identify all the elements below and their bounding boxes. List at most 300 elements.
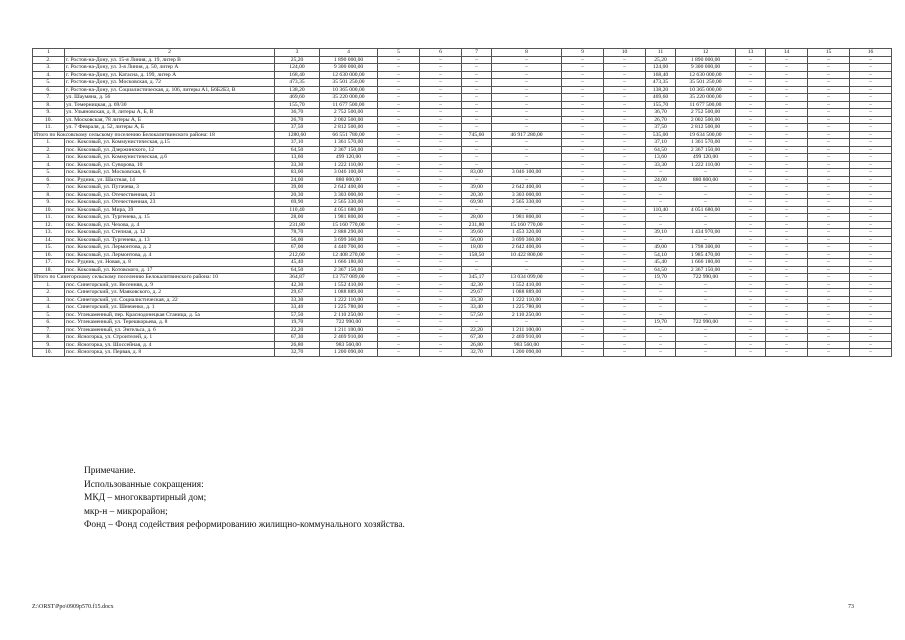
table-cell: – [378, 274, 420, 282]
table-cell: – [562, 86, 604, 94]
table-cell: – [462, 94, 492, 102]
table-cell: – [850, 266, 892, 274]
table-cell: – [736, 341, 766, 349]
table-cell: – [420, 124, 462, 132]
table-cell: 3 699 360,00 [492, 236, 562, 244]
address-cell: пос. Коксовый, ул. Коммунистическая, д.6 [65, 154, 275, 162]
table-cell: – [562, 244, 604, 252]
table-cell: 7. [33, 326, 65, 334]
table-cell: 10. [33, 349, 65, 357]
table-cell: 1 200 090,00 [492, 349, 562, 357]
address-cell: пос. Коксовый, ул. Пугачева, 3 [65, 184, 275, 192]
address-cell: пос. Рудник, ул. Новая, д. 8 [65, 259, 275, 267]
table-cell: – [378, 221, 420, 229]
table-cell: – [646, 349, 676, 357]
table-cell: 138,20 [646, 86, 676, 94]
table-row [33, 71, 892, 79]
table-cell: – [378, 326, 420, 334]
table-cell: 983 560,00 [492, 341, 562, 349]
table-cell: – [850, 154, 892, 162]
table-cell: – [736, 71, 766, 79]
table-cell: 49,00 [646, 244, 676, 252]
table-cell: 46 917 280,00 [492, 131, 562, 139]
table-cell: – [850, 79, 892, 87]
table-cell: 473,35 [275, 79, 320, 87]
table-cell: 1 225 780,00 [492, 304, 562, 312]
table-cell: – [850, 334, 892, 342]
table-cell: – [736, 319, 766, 327]
table-cell: – [766, 94, 808, 102]
address-cell: ул. 7 Февраля, д. 52, литеры А, Б [65, 124, 275, 132]
table-cell: – [462, 71, 492, 79]
table-cell: – [646, 184, 676, 192]
table-row [33, 236, 892, 244]
table-cell: – [378, 56, 420, 64]
table-cell: – [808, 304, 850, 312]
table-cell: – [562, 266, 604, 274]
table-cell: – [808, 326, 850, 334]
table-cell: 22,20 [275, 326, 320, 334]
table-cell: – [492, 64, 562, 72]
table-row [33, 289, 892, 297]
table-cell: – [766, 146, 808, 154]
table-cell: – [420, 86, 462, 94]
table-cell: – [492, 146, 562, 154]
table-cell: – [808, 266, 850, 274]
table-cell: 69,90 [462, 199, 492, 207]
table-cell: – [378, 199, 420, 207]
table-row [33, 154, 892, 162]
table-cell: – [378, 161, 420, 169]
table-cell: 67,30 [462, 334, 492, 342]
table-cell: 29,67 [462, 289, 492, 297]
table-cell: – [808, 146, 850, 154]
table-cell: 12 630 000,00 [320, 71, 378, 79]
table-cell: – [736, 161, 766, 169]
table-cell: – [562, 71, 604, 79]
table-cell: 9. [33, 341, 65, 349]
table-cell: 1 981 800,00 [320, 214, 378, 222]
table-cell: 3 046 100,00 [320, 169, 378, 177]
table-cell: 28,00 [462, 214, 492, 222]
table-cell: – [420, 146, 462, 154]
table-cell: 39,10 [646, 229, 676, 237]
table-cell: 2 002 500,00 [676, 116, 736, 124]
header-cell: 5 [378, 49, 420, 57]
table-cell: – [492, 71, 562, 79]
table-cell: – [562, 176, 604, 184]
header-cell: 4 [320, 49, 378, 57]
table-cell: – [766, 169, 808, 177]
table-cell: 4. [33, 161, 65, 169]
table-cell: 8. [33, 191, 65, 199]
table-row [33, 281, 892, 289]
table-cell: – [604, 214, 646, 222]
table-cell: – [766, 214, 808, 222]
table-cell: 36,70 [275, 109, 320, 117]
table-cell: – [766, 266, 808, 274]
table-cell: – [808, 184, 850, 192]
address-cell: пос. Коксовый, ул. Тургенева, д. 15 [65, 214, 275, 222]
table-cell: – [562, 79, 604, 87]
table-row [33, 206, 892, 214]
table-cell: – [766, 274, 808, 282]
table-cell: – [736, 206, 766, 214]
table-cell: – [766, 124, 808, 132]
table-cell: – [850, 191, 892, 199]
table-cell: 2 752 500,00 [676, 109, 736, 117]
table-cell: 3 699 360,00 [320, 236, 378, 244]
header-cell: 9 [562, 49, 604, 57]
table-cell: – [378, 341, 420, 349]
table-cell: – [604, 319, 646, 327]
table-cell: 26,80 [462, 341, 492, 349]
table-cell: 880 800,00 [320, 176, 378, 184]
table-row [33, 244, 892, 252]
table-cell: 13. [33, 229, 65, 237]
table-cell: 57,50 [275, 311, 320, 319]
table-cell: – [766, 251, 808, 259]
table-cell: 2. [33, 146, 65, 154]
table-cell: – [420, 214, 462, 222]
table-cell: 13,60 [275, 154, 320, 162]
table-cell: – [808, 206, 850, 214]
table-cell: – [420, 154, 462, 162]
table-cell: – [646, 326, 676, 334]
table-cell: – [378, 334, 420, 342]
table-cell: 25,20 [275, 56, 320, 64]
table-cell: – [378, 304, 420, 312]
table-cell: – [378, 244, 420, 252]
table-cell: – [736, 146, 766, 154]
table-cell: – [766, 349, 808, 357]
address-cell: пос. Коксовый, ул. Дзержинского, 12 [65, 146, 275, 154]
table-cell: – [676, 191, 736, 199]
address-cell: пос. Коксовый, ул. Суворова, 10 [65, 161, 275, 169]
table-cell: – [462, 64, 492, 72]
table-cell: – [420, 341, 462, 349]
table-cell: – [766, 341, 808, 349]
table-cell: 1 981 800,00 [492, 214, 562, 222]
total-label-cell: Итого по Коксовскому сельскому поселению Белокалитвинского района: 18 [33, 131, 275, 139]
table-cell: – [808, 86, 850, 94]
header-cell: 12 [676, 49, 736, 57]
table-cell: 13 034 099,00 [492, 274, 562, 282]
table-cell: 64,50 [646, 266, 676, 274]
total-label-cell: Итого по Синегорскому сельскому поселению Белокалитвинского района: 10 [33, 274, 275, 282]
table-cell: – [736, 86, 766, 94]
table-cell: – [462, 79, 492, 87]
table-row [33, 101, 892, 109]
table-cell: – [420, 236, 462, 244]
table-cell: 1 666 180,00 [676, 259, 736, 267]
table-cell: – [676, 311, 736, 319]
table-cell: – [420, 311, 462, 319]
table-cell: – [766, 221, 808, 229]
table-cell: – [492, 139, 562, 147]
table-cell: – [420, 281, 462, 289]
table-cell: 2 110 250,00 [320, 311, 378, 319]
address-cell: пос. Синегорский, ул. Социалистическая, д. 22 [65, 296, 275, 304]
table-cell: – [808, 296, 850, 304]
table-cell: – [604, 101, 646, 109]
table-cell: – [378, 319, 420, 327]
table-cell: – [766, 199, 808, 207]
table-cell: – [378, 184, 420, 192]
table-cell: – [604, 79, 646, 87]
table-cell: 535,00 [646, 131, 676, 139]
table-row [33, 116, 892, 124]
table-cell: – [604, 71, 646, 79]
table-cell: – [604, 236, 646, 244]
table-cell: – [766, 229, 808, 237]
table-cell: – [420, 349, 462, 357]
table-cell: 33,30 [275, 296, 320, 304]
table-row [33, 146, 892, 154]
table-cell: – [646, 199, 676, 207]
table-cell: – [420, 251, 462, 259]
header-cell: 1 [33, 49, 65, 57]
table-cell: 2 752 500,00 [320, 109, 378, 117]
table-row [33, 64, 892, 72]
table-cell: 35 220 000,00 [320, 94, 378, 102]
table-cell: – [562, 304, 604, 312]
table-cell: 5. [33, 169, 65, 177]
table-cell: – [604, 334, 646, 342]
table-cell: 2 469 910,00 [320, 334, 378, 342]
table-cell: – [378, 259, 420, 267]
address-cell: пос. Ясногорка, ул. Шоссейная, д. 4 [65, 341, 275, 349]
table-cell: – [766, 311, 808, 319]
table-cell: – [766, 289, 808, 297]
table-cell: – [808, 131, 850, 139]
table-cell: – [492, 94, 562, 102]
table-cell: – [676, 214, 736, 222]
table-cell: 745,60 [462, 131, 492, 139]
table-cell: 64,50 [646, 146, 676, 154]
table-cell: 7. [33, 184, 65, 192]
table-cell: – [736, 311, 766, 319]
table-cell: – [378, 79, 420, 87]
table-cell: 168,40 [275, 71, 320, 79]
table-cell: 469,60 [275, 94, 320, 102]
table-cell: – [766, 131, 808, 139]
table-cell: – [766, 176, 808, 184]
table-cell: – [808, 64, 850, 72]
table-row [33, 94, 892, 102]
table-cell: 26,70 [275, 116, 320, 124]
table-cell: – [420, 304, 462, 312]
table-cell: 14. [33, 236, 65, 244]
address-cell: г. Ростов-на-Дону, ул. Катасна, д. 199, литер А [65, 71, 275, 79]
table-cell: 19,70 [275, 319, 320, 327]
table-cell: 17. [33, 259, 65, 267]
notes-block [84, 465, 405, 533]
table-cell: – [462, 139, 492, 147]
table-cell: – [562, 94, 604, 102]
table-cell: 2 565 330,00 [320, 199, 378, 207]
table-cell: 1 361 570,00 [676, 139, 736, 147]
table-cell: – [604, 184, 646, 192]
table-cell: 66 551 780,00 [320, 131, 378, 139]
table-cell: 11 677 500,00 [320, 101, 378, 109]
table-cell: – [420, 229, 462, 237]
table-cell: 33,40 [462, 304, 492, 312]
table-cell: – [378, 94, 420, 102]
table-cell: – [378, 229, 420, 237]
address-cell: пос. Ясногорка, ул. Первая, д. 8 [65, 349, 275, 357]
table-cell: – [850, 281, 892, 289]
table-cell: – [420, 266, 462, 274]
header-cell: 8 [492, 49, 562, 57]
table-cell: 33,30 [646, 161, 676, 169]
table-cell: – [766, 326, 808, 334]
address-cell: пос. Коксовый, ул. Лермонтова, д. 4 [65, 251, 275, 259]
address-cell: пос. Ясногорка, ул. Строителей, д. 1 [65, 334, 275, 342]
table-cell: – [604, 274, 646, 282]
table-cell: – [378, 86, 420, 94]
table-cell: 13 757 089,00 [320, 274, 378, 282]
table-cell: – [604, 94, 646, 102]
table-cell: – [808, 334, 850, 342]
table-cell: – [462, 266, 492, 274]
table-row [33, 139, 892, 147]
table-cell: – [462, 176, 492, 184]
table-cell: – [808, 319, 850, 327]
table-cell: – [462, 259, 492, 267]
table-row [33, 176, 892, 184]
table-cell: – [736, 176, 766, 184]
table-cell: – [492, 259, 562, 267]
table-cell: – [604, 86, 646, 94]
notes-line: МКД – многоквартирный дом; [84, 493, 207, 504]
table-cell: 4. [33, 304, 65, 312]
table-cell: – [462, 146, 492, 154]
table-cell: – [808, 311, 850, 319]
table-cell: 37,10 [275, 139, 320, 147]
notes-line: Использованные сокращения: [84, 479, 204, 490]
table-cell: – [420, 176, 462, 184]
table-cell: – [808, 109, 850, 117]
table-cell: – [850, 289, 892, 297]
table-cell: – [808, 259, 850, 267]
table-cell: – [420, 79, 462, 87]
table-cell: 39,60 [462, 229, 492, 237]
table-cell: – [850, 251, 892, 259]
table-cell: 56,00 [462, 236, 492, 244]
table-cell: 32,70 [275, 349, 320, 357]
table-cell: 2 888 290,00 [320, 229, 378, 237]
table-row [33, 109, 892, 117]
table-cell: – [378, 349, 420, 357]
table-cell: 2 367 150,00 [676, 266, 736, 274]
table-cell: – [378, 64, 420, 72]
table-cell: – [378, 266, 420, 274]
table-cell: – [562, 349, 604, 357]
table-cell: 16. [33, 251, 65, 259]
table-cell: – [604, 176, 646, 184]
table-cell: 2 812 500,00 [676, 124, 736, 132]
table-cell: 1 222 110,00 [492, 296, 562, 304]
table-cell: – [766, 191, 808, 199]
table-cell: 78,70 [275, 229, 320, 237]
table-cell: 2 565 330,00 [492, 199, 562, 207]
table-cell: 10 365 000,00 [320, 86, 378, 94]
table-cell: – [462, 319, 492, 327]
table-cell: – [676, 236, 736, 244]
table-cell: 37,50 [275, 124, 320, 132]
table-cell: – [420, 221, 462, 229]
table-cell: – [492, 319, 562, 327]
table-cell: 9 300 000,00 [320, 64, 378, 72]
table-cell: 9. [33, 109, 65, 117]
table-cell: – [492, 56, 562, 64]
table-cell: – [604, 296, 646, 304]
table-cell: – [736, 281, 766, 289]
table-cell: – [766, 319, 808, 327]
table-cell: – [378, 131, 420, 139]
table-cell: – [676, 341, 736, 349]
table-cell: 110,40 [646, 206, 676, 214]
table-cell: – [736, 259, 766, 267]
table-cell: – [378, 101, 420, 109]
table-cell: 24,00 [275, 176, 320, 184]
table-cell: 26,80 [275, 341, 320, 349]
table-cell: – [562, 251, 604, 259]
table-cell: – [736, 274, 766, 282]
table-cell: 20,30 [275, 191, 320, 199]
table-cell: 35 501 250,00 [320, 79, 378, 87]
table-cell: – [850, 86, 892, 94]
table-cell: 10 365 000,00 [676, 86, 736, 94]
table-cell: – [736, 109, 766, 117]
table-cell: 19,70 [646, 319, 676, 327]
table-cell: – [850, 94, 892, 102]
table-row [33, 191, 892, 199]
table-cell: – [808, 199, 850, 207]
table-cell: 9. [33, 199, 65, 207]
table-cell: – [736, 221, 766, 229]
table-cell: – [420, 64, 462, 72]
table-cell: – [604, 139, 646, 147]
table-cell: – [562, 259, 604, 267]
table-cell: – [850, 169, 892, 177]
table-cell: 15 160 770,00 [492, 221, 562, 229]
table-cell: 110,40 [275, 206, 320, 214]
header-cell: 11 [646, 49, 676, 57]
header-cell: 14 [766, 49, 808, 57]
table-cell: – [766, 184, 808, 192]
table-cell: – [378, 146, 420, 154]
table-cell: – [604, 116, 646, 124]
table-total-row [33, 274, 892, 282]
table-cell: – [736, 79, 766, 87]
table-cell: – [766, 296, 808, 304]
table-cell: – [604, 266, 646, 274]
table-cell: – [676, 349, 736, 357]
table-row [33, 334, 892, 342]
table-cell: 83,00 [462, 169, 492, 177]
header-cell: 2 [65, 49, 275, 57]
table-cell: – [766, 304, 808, 312]
notes-title: Примечание. [84, 466, 136, 476]
table-cell: – [676, 199, 736, 207]
table-cell: – [736, 334, 766, 342]
table-cell: – [492, 109, 562, 117]
table-cell: – [808, 244, 850, 252]
table-cell: 212,60 [275, 251, 320, 259]
table-cell: – [378, 206, 420, 214]
